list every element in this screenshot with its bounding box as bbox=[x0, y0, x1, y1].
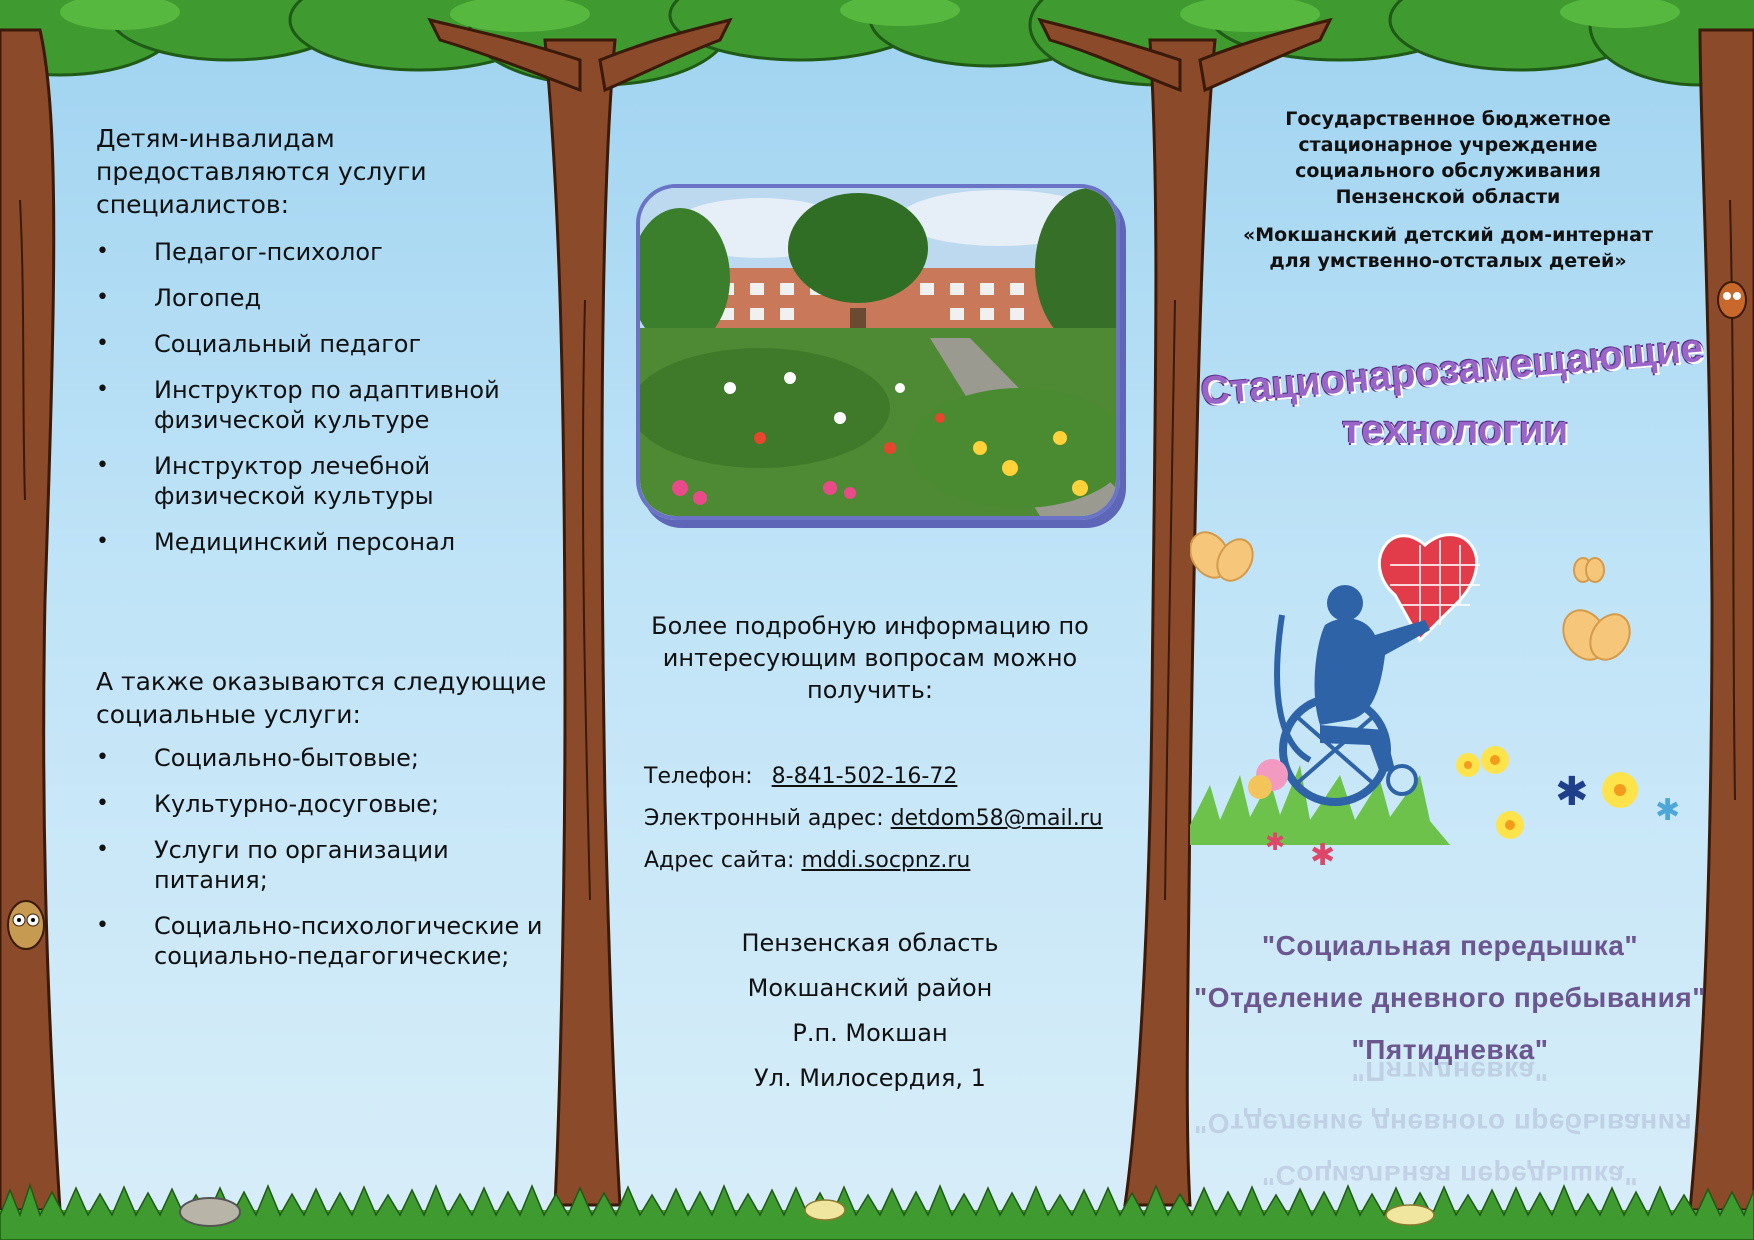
list-item: • Инструктор по адаптивной физической культуре bbox=[96, 375, 566, 435]
list-item: • Инструктор лечебной физической культуры bbox=[96, 451, 566, 511]
list-item: • Социально-бытовые; bbox=[96, 743, 566, 773]
title-line-1: Стационарозамещающие bbox=[1198, 325, 1705, 414]
middle-panel bbox=[640, 610, 1103, 1108]
svg-text:✱: ✱ bbox=[1310, 838, 1336, 873]
right-panel-header bbox=[1228, 106, 1668, 274]
site-row bbox=[644, 846, 1100, 876]
address-block bbox=[640, 928, 1100, 1093]
left-panel bbox=[96, 122, 566, 987]
svg-text:✱: ✱ bbox=[1265, 828, 1286, 856]
list-item: • Педагог-психолог bbox=[96, 237, 566, 267]
address-street: Ул. Милосердия, 1 bbox=[754, 1064, 986, 1092]
service-five-day: "Пятидневка" bbox=[1351, 1034, 1549, 1065]
services-reflection bbox=[1180, 1055, 1720, 1191]
phone-link[interactable]: 8-841-502-16-72 bbox=[771, 764, 958, 789]
info-text: Более подробную информацию по интересующим вопросам можно получить: bbox=[651, 612, 1089, 704]
address-district: Мокшанский район bbox=[747, 974, 993, 1002]
services-list bbox=[96, 743, 566, 971]
org-title: «Мокшанский детский дом-интернат для умственно-отсталых детей» bbox=[1242, 224, 1653, 272]
svg-text:✱: ✱ bbox=[1655, 793, 1681, 828]
svg-text:✱: ✱ bbox=[1555, 769, 1589, 815]
reflection-five-day: "Пятидневка" bbox=[1351, 1056, 1549, 1087]
address-region: Пензенская область bbox=[741, 929, 999, 957]
service-day-stay: "Отделение дневного пребывания" bbox=[1194, 982, 1706, 1013]
phone-label: Телефон: bbox=[644, 764, 753, 789]
site-link[interactable]: mddi.socpnz.ru bbox=[801, 848, 971, 873]
list-item: • Медицинский персонал bbox=[96, 527, 566, 557]
site-label: Адрес сайта: bbox=[644, 848, 795, 873]
reflection-respite: "Социальная передышка" bbox=[1261, 1160, 1639, 1191]
org-name: Государственное бюджетное стационарное учреждение социального обслуживания Пензенской области bbox=[1285, 108, 1611, 208]
email-label: Электронный адрес: bbox=[644, 806, 884, 831]
email-link[interactable]: detdom58@mail.ru bbox=[890, 806, 1103, 831]
list-item: • Социальный педагог bbox=[96, 329, 566, 359]
garden-photo bbox=[636, 184, 1120, 520]
list-item: • Услуги по организации питания; bbox=[96, 835, 566, 895]
services-intro: А также оказываются следующие социальные услуги: bbox=[96, 667, 547, 729]
list-item: • Социально-психологические и социально-педагогические; bbox=[96, 911, 566, 971]
specialists-list bbox=[96, 237, 566, 557]
specialists-intro: Детям-инвалидам предоставляются услуги специалистов: bbox=[96, 124, 427, 219]
title-line-2: технологии bbox=[1341, 408, 1569, 452]
contacts bbox=[644, 762, 1103, 876]
email-row bbox=[644, 804, 1103, 834]
services-titles bbox=[1180, 930, 1720, 1066]
address-town: Р.п. Мокшан bbox=[792, 1019, 948, 1047]
reflection-day-stay: "Отделение дневного пребывания" bbox=[1194, 1108, 1706, 1139]
list-item: • Культурно-досуговые; bbox=[96, 789, 566, 819]
phone-row bbox=[644, 762, 1100, 792]
service-respite: "Социальная передышка" bbox=[1261, 930, 1639, 961]
wheelchair-child-illustration bbox=[1190, 525, 1690, 885]
list-item: • Логопед bbox=[96, 283, 566, 313]
